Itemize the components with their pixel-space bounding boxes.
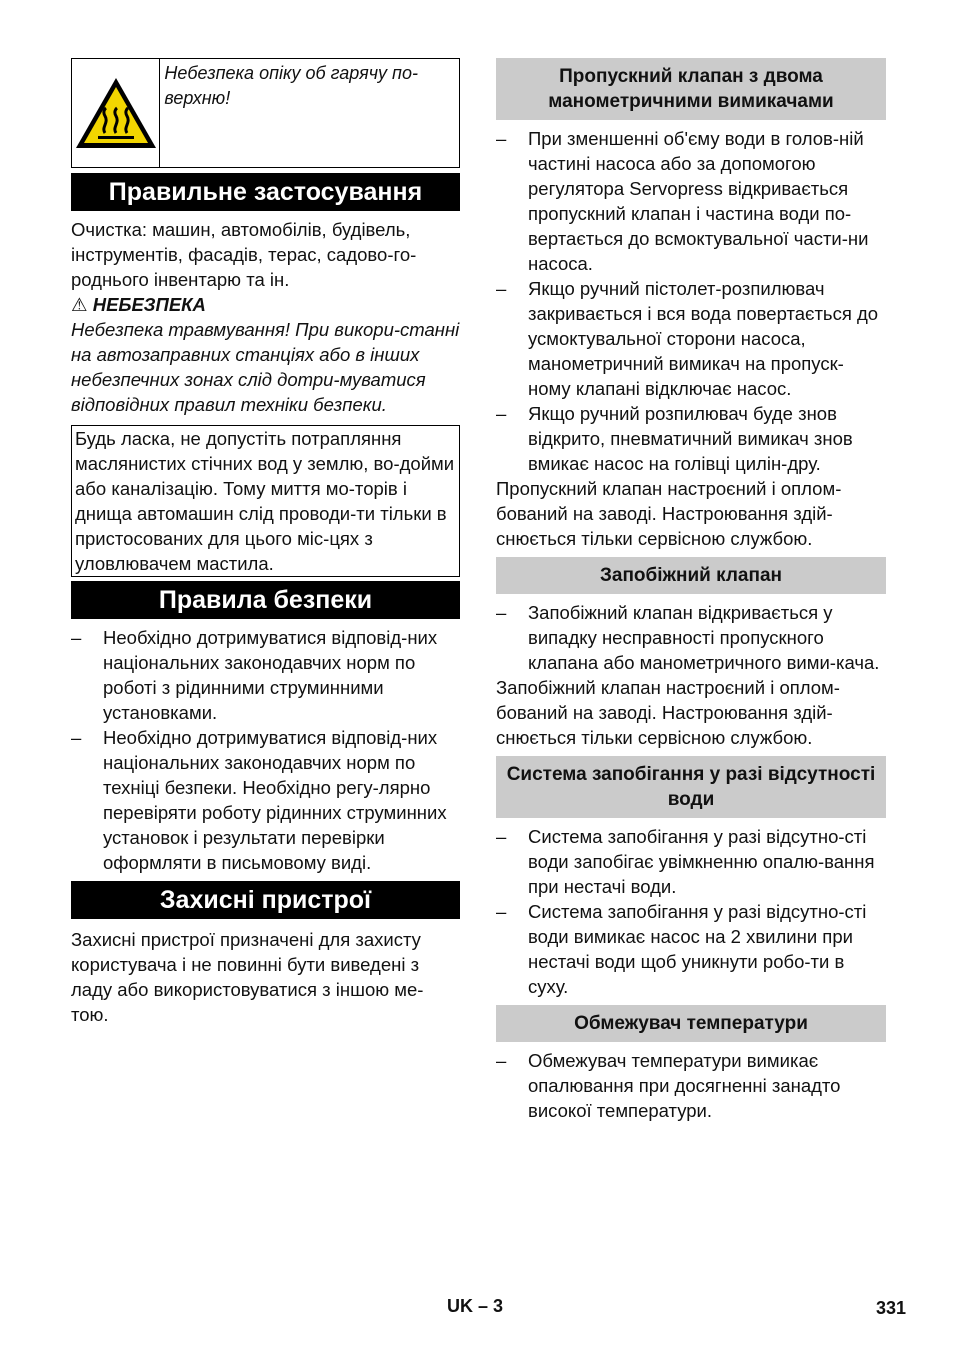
- danger-text: Небезпека травмування! При викори-станні на автозаправних станціях або в інших небезпечних зонах слід дотри-муватися відповідних правил техніки безпеки.: [71, 319, 460, 415]
- environment-note-box: Будь ласка, не допустіть потрапляння маслянистих стічних вод у землю, во-дойми або каналізацію. Тому миття мо-торів і днища автомашин слід проводи-ти тільки в пристосованих для цього міс-цях з уловлювачем мастила.: [71, 425, 460, 577]
- dash-bullet: –: [496, 826, 507, 847]
- list-item: – Система запобігання у разі відсутно-сті води вимикає насос на 2 хвилини при нестачі води щоб уникнути робо-ти в суху.: [496, 901, 867, 997]
- dash-bullet: –: [496, 602, 507, 623]
- list-item: – Необхідно дотримуватися відповід-них національних законодавчих норм по техніці безпеки. Необхідно регу-лярно перевіряти роботу рідинних струминних установок і результати перевірки оформляти в письмовому виді.: [71, 727, 447, 873]
- safety-valve-note: Запобіжний клапан настроєний і оплом-бований на заводі. Настроювання здій-снюється тільки сервісною службою.: [496, 677, 840, 748]
- subheading-temperature-limiter: Обмежувач температури: [496, 1005, 886, 1042]
- footer-section-label: UK – 3: [447, 1296, 504, 1316]
- subheading-safety-valve: Запобіжний клапан: [496, 557, 886, 594]
- bypass-valve-list: [496, 126, 886, 476]
- footer-page-number: 331: [876, 1298, 907, 1318]
- list-item: – При зменшенні об'єму води в голов-ній частині насоса або за допомогою регулятора Servopress відкривається пропускний клапан і частина води по-вертається до всмоктувальної части-ни насоса.: [496, 128, 869, 274]
- dash-bullet: –: [496, 128, 507, 149]
- dash-bullet: –: [71, 627, 82, 648]
- bypass-valve-note: Пропускний клапан настроєний і оплом-бований на заводі. Настроювання здій-снюється тільки сервісною службою.: [496, 478, 842, 549]
- hot-surface-warning-icon: [73, 75, 159, 151]
- safety-valve-list: [496, 600, 886, 675]
- subheading-water-shortage-protection: Система запобігання у разі відсутності води: [496, 756, 886, 818]
- dash-bullet: –: [71, 727, 82, 748]
- dash-bullet: –: [496, 278, 507, 299]
- list-item: – Необхідно дотримуватися відповід-них національних законодавчих норм по роботі з рідинними струминними установками.: [71, 627, 438, 723]
- safety-rules-list: [71, 625, 460, 875]
- warning-triangle-icon: ⚠: [71, 294, 88, 315]
- intended-use-text: Очистка: машин, автомобілів, будівель, інструментів, фасадів, терас, садово-го-роднього інвентарю та ін.: [71, 219, 417, 290]
- section-heading-safety-rules: Правила безпеки: [71, 581, 460, 619]
- dash-bullet: –: [496, 403, 507, 424]
- temperature-limiter-list: [496, 1048, 886, 1123]
- list-item: – Запобіжний клапан відкривається у випадку несправності пропускного клапана або манометричного вими-кача.: [496, 602, 880, 673]
- warning-icon-cell: [72, 59, 160, 167]
- protective-devices-text: Захисні пристрої призначені для захисту користувача і не повинні бути виведені з ладу або використовуватися з іншою ме-тою.: [71, 929, 424, 1025]
- list-item: – Система запобігання у разі відсутно-сті води запобігає увімкненню опалю-вання при нестачі води.: [496, 826, 875, 897]
- hot-surface-warning-text: Небезпека опіку об гарячу по-верхню!: [164, 63, 418, 108]
- left-column: [71, 58, 460, 1027]
- section-heading-intended-use: Правильне застосування: [71, 173, 460, 211]
- danger-label: НЕБЕЗПЕКА: [92, 294, 206, 315]
- list-item: – Якщо ручний розпилювач буде знов відкрито, пневматичний вимикач знов вмикає насос на голівці цилін-дру.: [496, 403, 853, 474]
- subheading-bypass-valve: Пропускний клапан з двома манометричними вимикачами: [496, 58, 886, 120]
- dash-bullet: –: [496, 1050, 507, 1071]
- right-column: [496, 58, 886, 1123]
- danger-heading: [71, 292, 460, 317]
- dash-bullet: –: [496, 901, 507, 922]
- list-item: – Якщо ручний пістолет-розпилювач закривається і вся вода повертається до усмоктувальної сторони насоса, манометричний вимикач на пропуск-ному клапані відключає насос.: [496, 278, 879, 399]
- section-heading-protective-devices: Захисні пристрої: [71, 881, 460, 919]
- list-item: – Обмежувач температури вимикає опалювання при досягненні занадто високої температури.: [496, 1050, 841, 1121]
- hot-surface-warning-box: [71, 58, 460, 168]
- water-shortage-list: [496, 824, 886, 999]
